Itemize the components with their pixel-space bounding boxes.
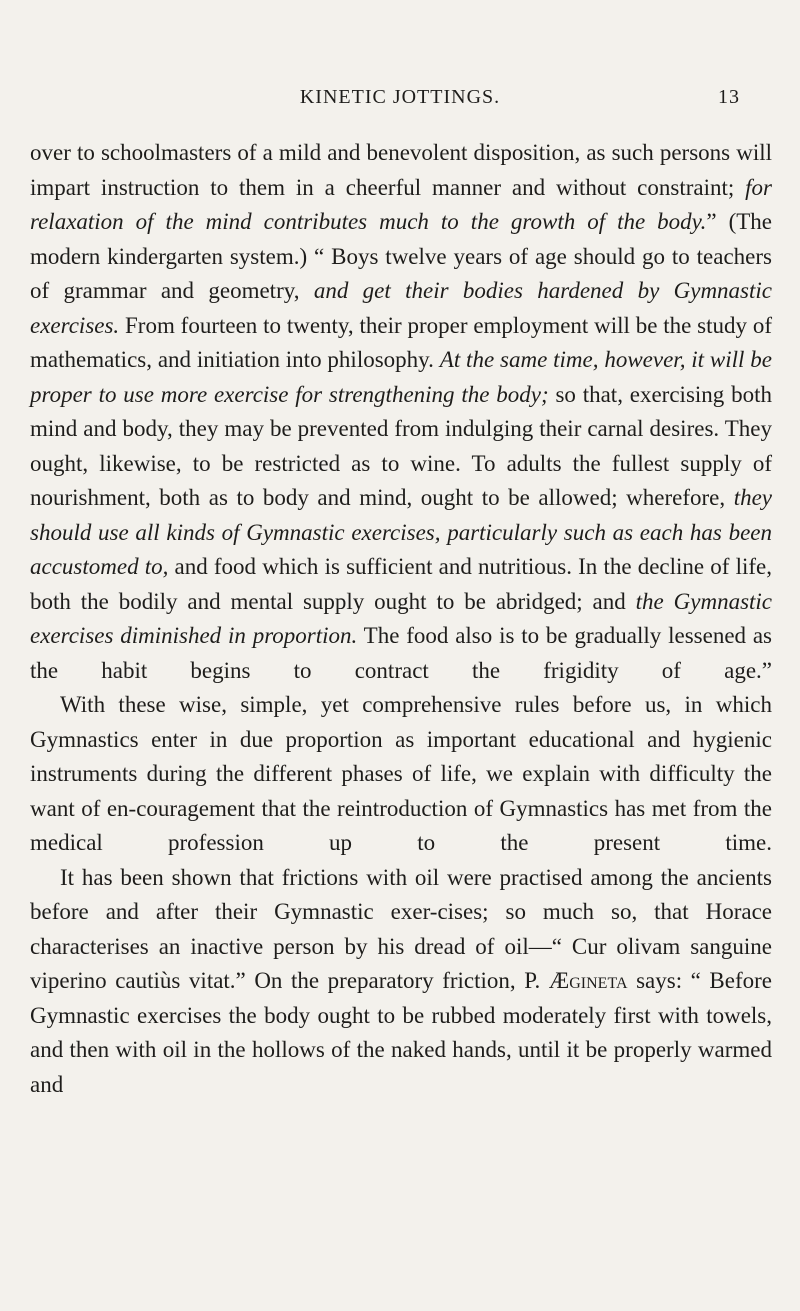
paragraph-3: It has been shown that frictions with oil were practised among the ancients before and after their Gymnastic exer-cises; so much so, that Horace characterises an inactive person by his dread of oil—“ Cur olivam sanguine viperino cautiùs vitat.” On the preparatory friction, P. Ægineta says: “ Before Gymnastic exercises the body ought to be rubbed moderately first with towels, and then with oil in the hollows of the naked hands, until it be properly warmed and (30, 864, 772, 1097)
paragraph-2: With these wise, simple, yet comprehensive rules before us, in which Gymnastics enter in due proportion as important educational and hygienic instruments during the different phases of life, we explain with difficulty the want of en-couragement that the reintroduction of Gymnastics has met from the medical profession up to the present time. (30, 692, 772, 855)
body-text (30, 136, 772, 1102)
page-number: 13 (718, 86, 740, 108)
running-title: KINETIC JOTTINGS. (299, 86, 501, 108)
running-head (0, 86, 800, 116)
paragraph-1: over to schoolmasters of a mild and benevolent disposition, as such persons will impart instruction to them in a cheerful manner and without constraint; for relaxation of the mind contributes much to the growth of the body.” (The modern kindergarten system.) “ Boys twelve years of age should go to teachers of grammar and geometry, and get their bodies hardened by Gymnastic exercises. From fourteen to twenty, their proper employment will be the study of mathematics, and initiation into philosophy. At the same time, however, it will be proper to use more exercise for strengthening the body; so that, exercising both mind and body, they may be prevented from indulging their carnal desires. They ought, likewise, to be restricted as to wine. To adults the fullest supply of nourishment, both as to body and mind, ought to be allowed; wherefore, they should use all kinds of Gymnastic exercises, particularly such as each has been accustomed to, and food which is sufficient and nutritious. In the decline of life, both the bodily and mental supply ought to be abridged; and the Gymnastic exercises diminished in proportion. The food also is to be gradually lessened as the habit begins to contract the frigidity of age.” (30, 140, 773, 683)
